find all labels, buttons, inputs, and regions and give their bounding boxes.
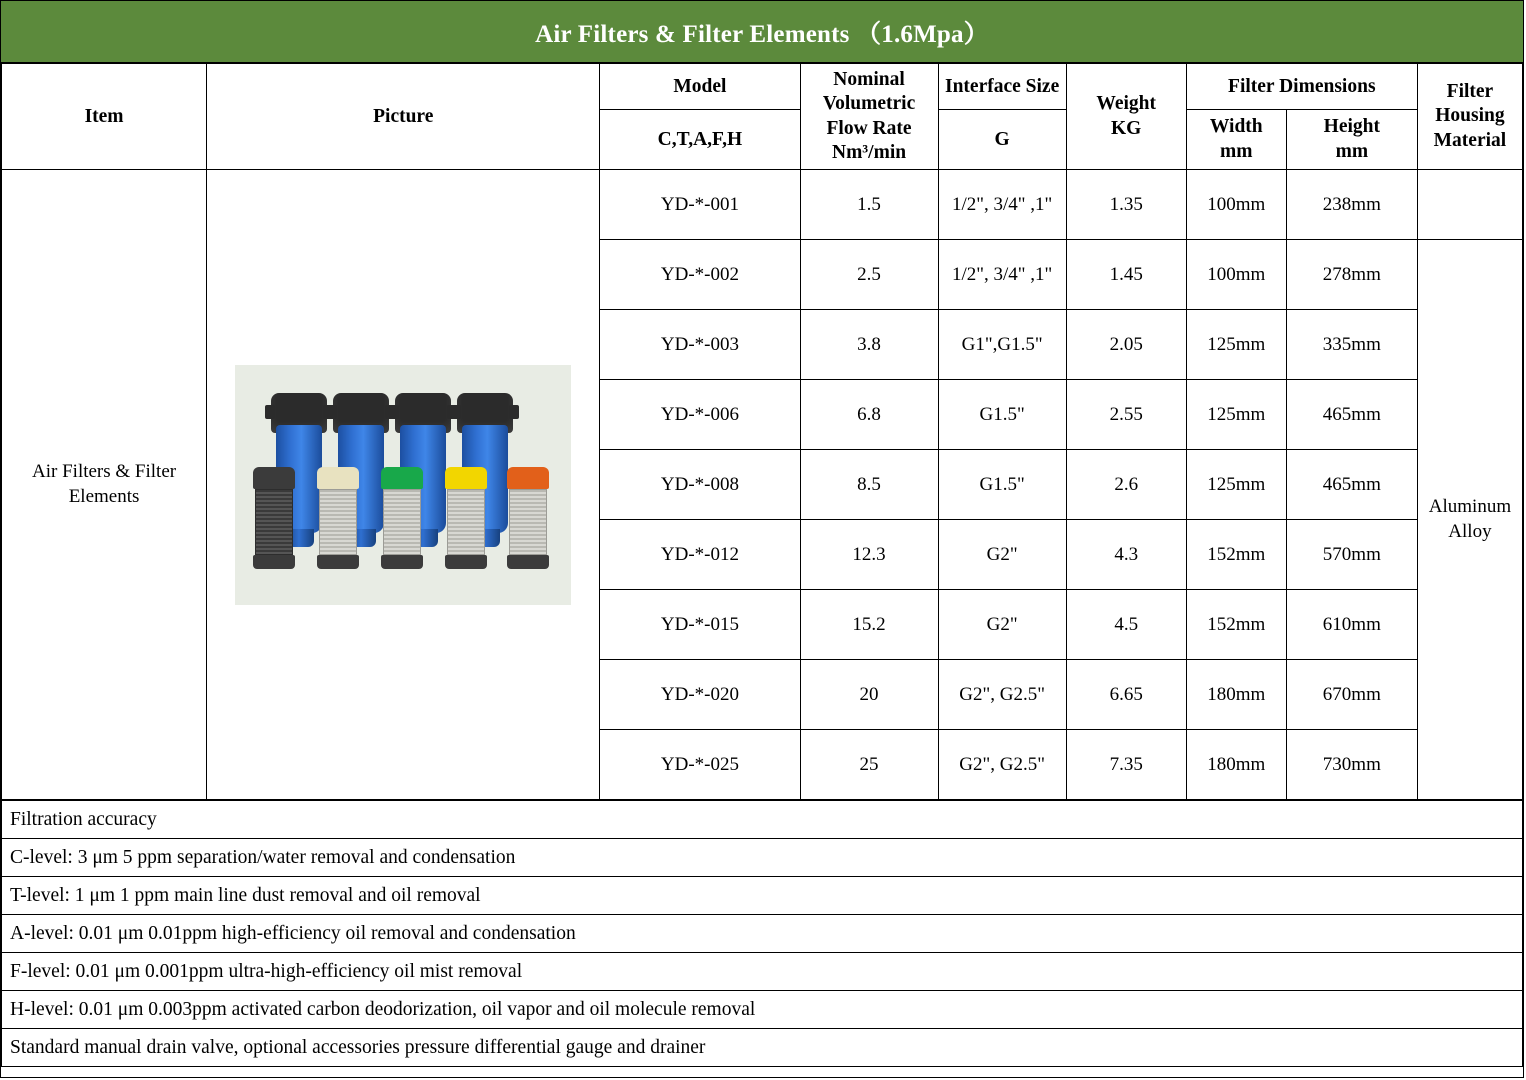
header-dimensions: Filter Dimensions	[1186, 64, 1417, 110]
cell-interface: G2", G2.5"	[938, 660, 1066, 730]
element-base	[381, 555, 423, 569]
cell-weight: 1.35	[1066, 170, 1186, 240]
note-filtration-accuracy: Filtration accuracy	[2, 801, 1523, 839]
cell-model: YD-*-015	[600, 590, 800, 660]
cell-interface: G2"	[938, 590, 1066, 660]
note-row	[2, 839, 1523, 877]
element-cap	[507, 467, 549, 489]
cell-weight: 2.6	[1066, 450, 1186, 520]
cell-flow: 2.5	[800, 240, 938, 310]
cell-material: Aluminum Alloy	[1417, 240, 1522, 800]
cell-height: 238mm	[1286, 170, 1417, 240]
spec-table	[1, 63, 1523, 800]
header-material: Filter Housing Material	[1417, 64, 1522, 170]
header-picture: Picture	[207, 64, 600, 170]
product-picture-wrap	[211, 365, 595, 605]
element-base	[507, 555, 549, 569]
cell-width: 152mm	[1186, 590, 1286, 660]
cell-model: YD-*-002	[600, 240, 800, 310]
header-width-unit: mm	[1220, 140, 1253, 162]
cell-width: 125mm	[1186, 380, 1286, 450]
header-width	[1186, 110, 1286, 170]
product-picture-cell	[207, 170, 600, 800]
note-row	[2, 991, 1523, 1029]
cell-interface: G2", G2.5"	[938, 730, 1066, 800]
note-row	[2, 1029, 1523, 1067]
filter-element	[445, 467, 487, 569]
note-f-level: F-level: 0.01 μm 0.001ppm ultra-high-efficiency oil mist removal	[2, 953, 1523, 991]
element-cap	[445, 467, 487, 489]
page-title: Air Filters & Filter Elements （1.6Mpa）	[535, 20, 989, 48]
notes-table	[1, 800, 1523, 1067]
table-row	[2, 170, 1523, 240]
element-base	[317, 555, 359, 569]
title-bar	[1, 1, 1523, 63]
cell-model: YD-*-001	[600, 170, 800, 240]
header-weight	[1066, 64, 1186, 170]
cell-flow: 15.2	[800, 590, 938, 660]
cell-model: YD-*-012	[600, 520, 800, 590]
header-flow-unit: Nm³/min	[831, 141, 907, 163]
header-flow-label: Nominal Volumetric Flow Rate	[822, 68, 916, 139]
cell-weight: 4.3	[1066, 520, 1186, 590]
product-photo	[235, 365, 571, 605]
element-base	[253, 555, 295, 569]
note-a-level: A-level: 0.01 μm 0.01ppm high-efficiency oil removal and condensation	[2, 915, 1523, 953]
cell-height: 465mm	[1286, 380, 1417, 450]
element-cap	[381, 467, 423, 489]
header-weight-unit: KG	[1111, 117, 1142, 139]
header-flow	[800, 64, 938, 170]
cell-width: 180mm	[1186, 730, 1286, 800]
cell-height: 278mm	[1286, 240, 1417, 310]
header-height-unit: mm	[1335, 140, 1369, 162]
element-base	[445, 555, 487, 569]
header-height	[1286, 110, 1417, 170]
cell-flow: 20	[800, 660, 938, 730]
cell-model: YD-*-003	[600, 310, 800, 380]
header-width-label: Width	[1209, 116, 1263, 138]
header-model: Model	[600, 64, 800, 110]
cell-weight: 6.65	[1066, 660, 1186, 730]
cell-model: YD-*-008	[600, 450, 800, 520]
cell-height: 610mm	[1286, 590, 1417, 660]
note-row	[2, 915, 1523, 953]
cell-interface: G1",G1.5"	[938, 310, 1066, 380]
filter-element	[317, 467, 359, 569]
cell-height: 670mm	[1286, 660, 1417, 730]
cell-interface: 1/2", 3/4" ,1"	[938, 170, 1066, 240]
element-mesh	[383, 489, 421, 555]
header-height-label: Height	[1323, 116, 1380, 138]
cell-flow: 1.5	[800, 170, 938, 240]
element-mesh	[447, 489, 485, 555]
cell-flow: 3.8	[800, 310, 938, 380]
note-row	[2, 801, 1523, 839]
cell-weight: 2.05	[1066, 310, 1186, 380]
header-weight-label: Weight	[1096, 93, 1156, 115]
cell-model: YD-*-006	[600, 380, 800, 450]
element-mesh	[319, 489, 357, 555]
header-model-sub: C,T,A,F,H	[600, 110, 800, 170]
cell-weight: 2.55	[1066, 380, 1186, 450]
header-item: Item	[2, 64, 207, 170]
cell-width: 152mm	[1186, 520, 1286, 590]
element-cap	[253, 467, 295, 489]
cell-flow: 12.3	[800, 520, 938, 590]
cell-weight: 7.35	[1066, 730, 1186, 800]
cell-item-label: Air Filters & Filter Elements	[2, 170, 207, 800]
cell-material-empty	[1417, 170, 1522, 240]
cell-width: 180mm	[1186, 660, 1286, 730]
header-interface-sub: G	[938, 110, 1066, 170]
cell-width: 125mm	[1186, 450, 1286, 520]
cell-interface: G1.5"	[938, 380, 1066, 450]
cell-weight: 4.5	[1066, 590, 1186, 660]
filter-element	[507, 467, 549, 569]
element-mesh	[255, 489, 293, 555]
cell-interface: 1/2", 3/4" ,1"	[938, 240, 1066, 310]
cell-height: 465mm	[1286, 450, 1417, 520]
note-t-level: T-level: 1 μm 1 ppm main line dust removal and oil removal	[2, 877, 1523, 915]
cell-interface: G1.5"	[938, 450, 1066, 520]
cell-width: 100mm	[1186, 240, 1286, 310]
filter-element	[381, 467, 423, 569]
note-drain-valve: Standard manual drain valve, optional accessories pressure differential gauge and drainer	[2, 1029, 1523, 1067]
cell-flow: 6.8	[800, 380, 938, 450]
cell-model: YD-*-020	[600, 660, 800, 730]
note-c-level: C-level: 3 μm 5 ppm separation/water removal and condensation	[2, 839, 1523, 877]
cell-flow: 25	[800, 730, 938, 800]
note-h-level: H-level: 0.01 μm 0.003ppm activated carbon deodorization, oil vapor and oil molecule removal	[2, 991, 1523, 1029]
element-cap	[317, 467, 359, 489]
filter-element	[253, 467, 295, 569]
cell-model: YD-*-025	[600, 730, 800, 800]
cell-height: 570mm	[1286, 520, 1417, 590]
note-row	[2, 953, 1523, 991]
element-mesh	[509, 489, 547, 555]
cell-height: 730mm	[1286, 730, 1417, 800]
cell-weight: 1.45	[1066, 240, 1186, 310]
note-row	[2, 877, 1523, 915]
header-interface: Interface Size	[938, 64, 1066, 110]
cell-width: 125mm	[1186, 310, 1286, 380]
table-header-row-1	[2, 64, 1523, 110]
cell-flow: 8.5	[800, 450, 938, 520]
cell-height: 335mm	[1286, 310, 1417, 380]
cell-interface: G2"	[938, 520, 1066, 590]
cell-width: 100mm	[1186, 170, 1286, 240]
